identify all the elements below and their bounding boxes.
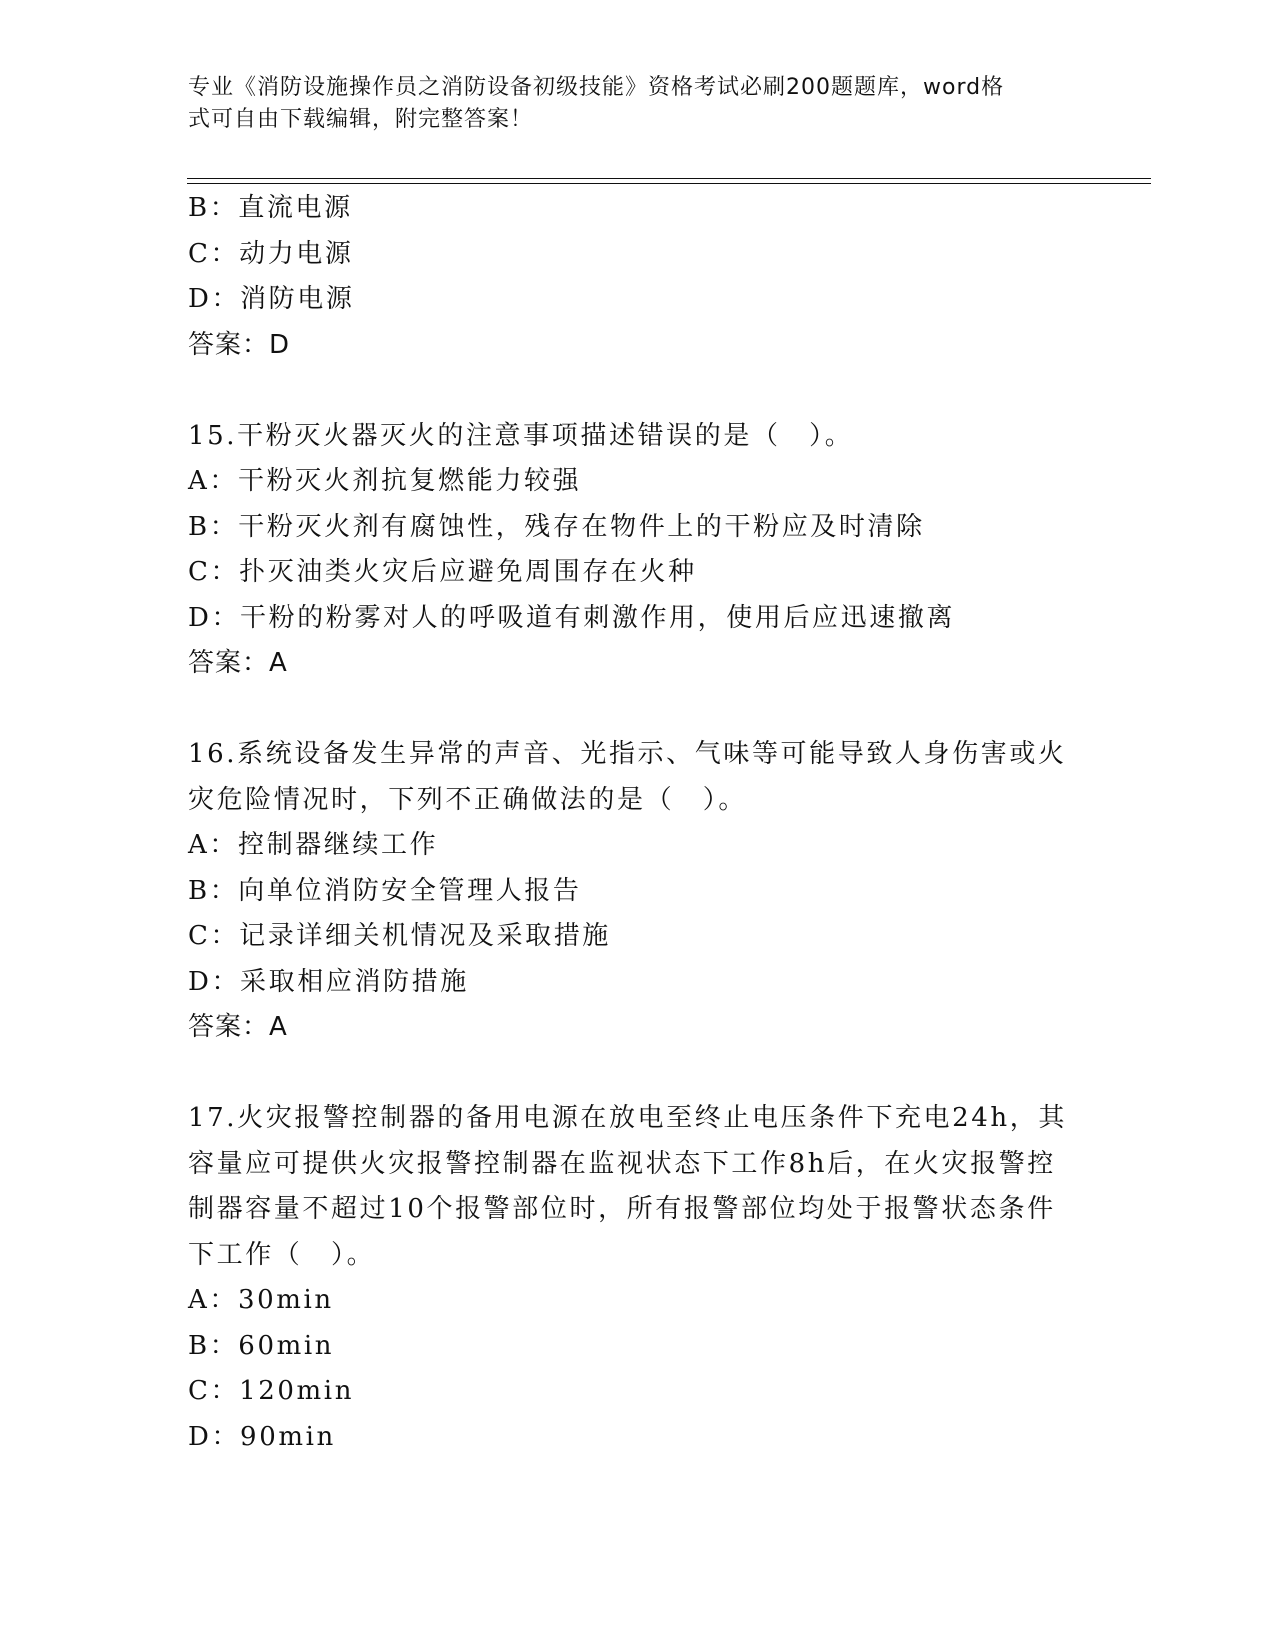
question-stem: 下工作（ ）。 bbox=[188, 1239, 376, 1270]
option-b: B：向单位消防安全管理人报告 bbox=[188, 875, 582, 906]
question-stem: 容量应可提供火灾报警控制器在监视状态下工作8h后，在火灾报警控 bbox=[188, 1148, 1056, 1179]
option-d: D：干粉的粉雾对人的呼吸道有刺激作用，使用后应迅速撤离 bbox=[188, 602, 956, 633]
header-line-1: 专业《消防设施操作员之消防设备初级技能》资格考试必刷200题题库，word格 bbox=[188, 75, 1005, 100]
question-stem: 15.干粉灭火器灭火的注意事项描述错误的是（ ）。 bbox=[188, 420, 854, 451]
question-stem: 17.火灾报警控制器的备用电源在放电至终止电压条件下充电24h，其 bbox=[188, 1103, 1067, 1133]
option-a: A：控制器继续工作 bbox=[188, 830, 439, 860]
spacer bbox=[188, 687, 1088, 733]
option-a: A：30min bbox=[188, 1285, 334, 1315]
answer-line: 答案：A bbox=[188, 648, 288, 678]
option-d: D：采取相应消防措施 bbox=[188, 966, 469, 997]
document-header bbox=[188, 72, 1068, 136]
option-d: D：消防电源 bbox=[188, 284, 355, 314]
answer-line: 答案：D bbox=[188, 329, 291, 360]
header-divider-bottom bbox=[187, 183, 1151, 184]
question-16 bbox=[188, 732, 1088, 1051]
option-c: C：记录详细关机情况及采取措施 bbox=[188, 921, 611, 951]
option-c: C：动力电源 bbox=[188, 238, 354, 269]
prev-question-block bbox=[188, 186, 1088, 368]
question-stem: 16.系统设备发生异常的声音、光指示、气味等可能导致人身伤害或火 bbox=[188, 739, 1067, 769]
spacer bbox=[188, 1051, 1088, 1097]
option-c: C：120min bbox=[188, 1376, 355, 1406]
spacer bbox=[188, 368, 1088, 414]
header-divider-top bbox=[187, 178, 1151, 179]
question-content bbox=[188, 186, 1088, 1460]
question-17 bbox=[188, 1096, 1088, 1460]
answer-line: 答案：A bbox=[188, 1012, 288, 1042]
question-15 bbox=[188, 414, 1088, 687]
option-b: B：60min bbox=[188, 1330, 335, 1361]
option-a: A：干粉灭火剂抗复燃能力较强 bbox=[188, 466, 582, 496]
question-stem: 制器容量不超过10个报警部位时，所有报警部位均处于报警状态条件 bbox=[188, 1194, 1056, 1224]
option-b: B：直流电源 bbox=[188, 193, 353, 223]
option-c: C：扑灭油类火灾后应避免周围存在火种 bbox=[188, 557, 697, 587]
question-stem: 灾危险情况时，下列不正确做法的是（ ）。 bbox=[188, 784, 748, 815]
header-line-2: 式可自由下载编辑，附完整答案！ bbox=[188, 107, 534, 132]
option-d: D：90min bbox=[188, 1421, 336, 1452]
option-b: B：干粉灭火剂有腐蚀性，残存在物件上的干粉应及时清除 bbox=[188, 511, 925, 542]
